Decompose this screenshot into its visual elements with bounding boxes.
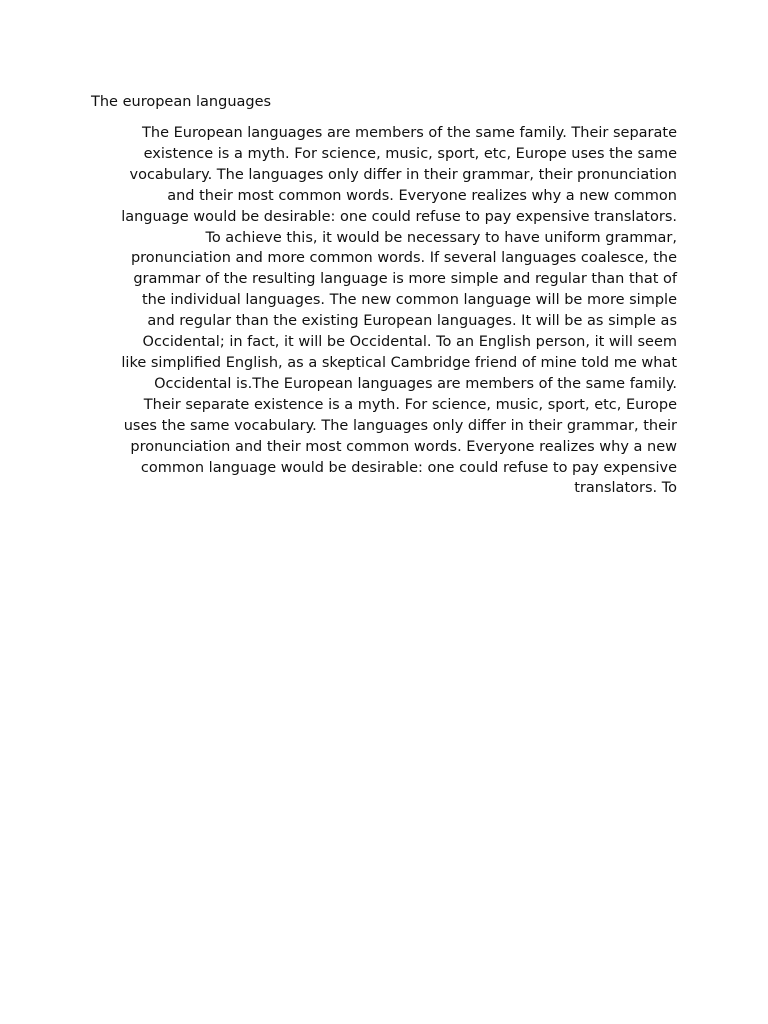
body-line: grammar of the resulting language is more simple and regular than that of [133, 271, 677, 288]
body-line: like simplified English, as a skeptical Cambridge friend of mine told me what [121, 354, 677, 371]
body-line: uses the same vocabulary. The languages only differ in their grammar, their [123, 417, 677, 434]
document-body [91, 123, 677, 499]
body-line: existence is a myth. For science, music, sport, etc, Europe uses the same [143, 145, 677, 162]
body-line: and their most common words. Everyone realizes why a new common [167, 187, 677, 204]
body-line: and regular than the existing European languages. It will be as simple as [147, 313, 677, 330]
body-line: common language would be desirable: one could refuse to pay expensive [140, 459, 677, 476]
body-line: To achieve this, it would be necessary to have uniform grammar, [205, 229, 677, 246]
body-line: The European languages are members of the same family. Their separate [142, 125, 677, 141]
body-line: vocabulary. The languages only differ in their grammar, their pronunciation [129, 166, 677, 183]
body-line: translators. To [574, 480, 677, 497]
document-title: The european languages [91, 94, 272, 110]
body-line: pronunciation and their most common words. Everyone realizes why a new [130, 438, 677, 455]
body-line: Occidental is.The European languages are members of the same family. [154, 375, 677, 392]
body-line: the individual languages. The new common language will be more simple [141, 292, 677, 309]
body-line: Occidental; in fact, it will be Occidental. To an English person, it will seem [142, 334, 677, 351]
body-line: Their separate existence is a myth. For science, music, sport, etc, Europe [143, 396, 677, 413]
body-line: language would be desirable: one could refuse to pay expensive translators. [121, 208, 677, 225]
body-line: pronunciation and more common words. If several languages coalesce, the [130, 250, 677, 267]
